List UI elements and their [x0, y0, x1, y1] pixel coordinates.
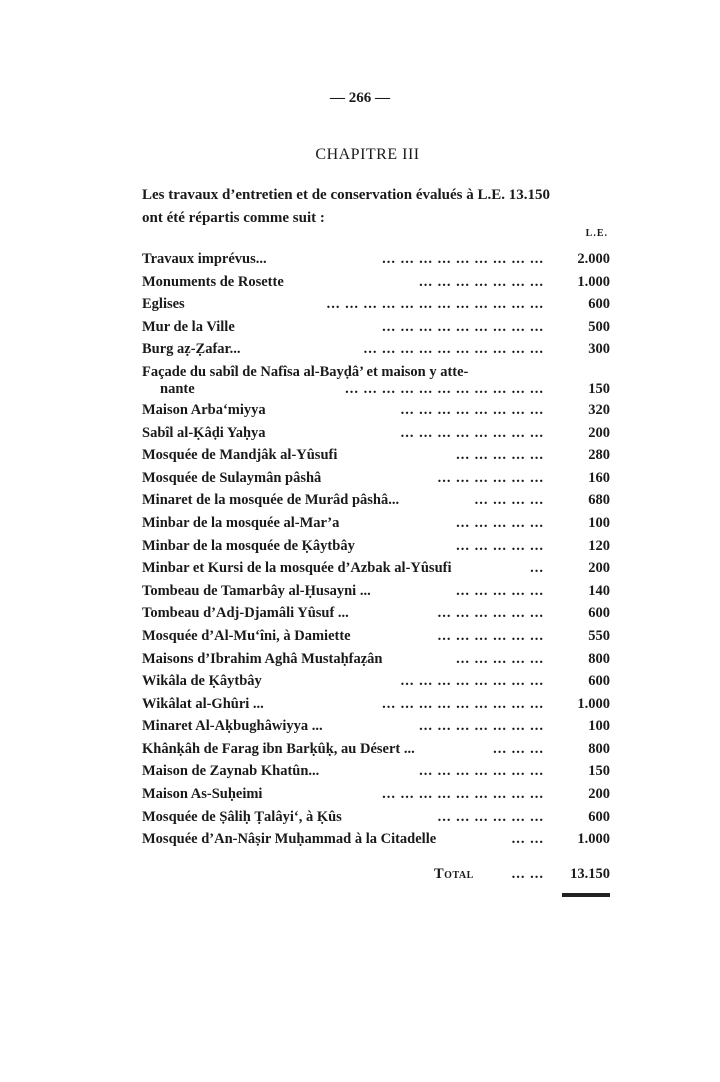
- total-amount: 13.150: [570, 866, 610, 882]
- item-label: Tombeau d’Adj-Djamâli Yûsuf ...: [142, 605, 349, 622]
- table-row: [142, 467, 610, 490]
- item-label: Mosquée d’Al-Mu‘îni, à Damiette: [142, 627, 351, 644]
- table-row: [142, 422, 610, 445]
- item-label-continuation: nante: [160, 380, 195, 397]
- table-row: [142, 512, 610, 535]
- leader-dots: ... ... ... ... ... ... ... ... ...: [382, 786, 544, 803]
- item-label: Mosquée de Sulaymân pâshâ: [142, 469, 322, 486]
- table-row: [142, 248, 610, 271]
- item-amount: 680: [588, 492, 610, 509]
- item-amount: 1.000: [577, 831, 610, 848]
- total-label: Total: [434, 866, 474, 882]
- table-row: [142, 271, 610, 294]
- item-amount: 100: [588, 514, 610, 531]
- leader-dots: ... ... ... ... ... ... ... ... ...: [382, 318, 544, 335]
- intro-line-2: ont été répartis comme suit :: [142, 210, 325, 226]
- item-label: Khânḳâh de Farag ibn Barḳûḳ, au Désert ...: [142, 740, 415, 757]
- item-amount: 160: [588, 469, 610, 486]
- leader-dots: ... ... ... ... ... ...: [437, 469, 544, 486]
- item-label: Wikâla de Ḳâytbây: [142, 673, 262, 690]
- leader-dots: ... ... ... ... ...: [456, 514, 544, 531]
- leader-dots: ... ... ...: [493, 740, 544, 757]
- leader-dots: ... ... ... ... ...: [456, 447, 544, 464]
- item-label: Tombeau de Tamarbây al-Ḥusayni ...: [142, 582, 371, 599]
- item-label: Mosquée de Mandjâk al-Yûsufi: [142, 447, 338, 464]
- item-label: Minaret Al-Aḳbughâwiyya ...: [142, 718, 323, 735]
- table-row: [142, 783, 610, 806]
- leader-dots: ... ... ... ... ... ... ... ...: [400, 424, 544, 441]
- table-row: [142, 399, 610, 422]
- item-label: Mosquée de Ṣâliḥ Ṭalâyi‘, à Ḳûs: [142, 808, 342, 825]
- leader-dots: ... ... ... ... ... ... ... ... ...: [382, 695, 544, 712]
- item-label: Maison de Zaynab Khatûn...: [142, 763, 320, 780]
- leader-dots: ... ... ... ... ... ... ... ...: [400, 401, 544, 418]
- table-row: [142, 670, 610, 693]
- table-row: [142, 293, 610, 316]
- item-amount: 100: [588, 718, 610, 735]
- table-row: [142, 602, 610, 625]
- item-amount: 200: [588, 560, 610, 577]
- item-amount: 200: [588, 786, 610, 803]
- item-amount: 600: [588, 605, 610, 622]
- item-label: Wikâlat al-Ghûri ...: [142, 695, 264, 712]
- table-row: [142, 648, 610, 671]
- expense-table: [142, 248, 610, 851]
- table-row: [142, 715, 610, 738]
- item-amount: 120: [588, 537, 610, 554]
- table-row: [142, 316, 610, 339]
- total-underline: [562, 893, 610, 897]
- item-amount: 300: [588, 341, 610, 358]
- chapter-heading: CHAPITRE III: [315, 146, 420, 163]
- item-label: Burg aẓ-Ẓafar...: [142, 341, 241, 358]
- item-amount: 2.000: [577, 251, 610, 267]
- table-row: [142, 580, 610, 603]
- item-amount: 600: [588, 296, 610, 313]
- item-label: Minbar et Kursi de la mosquée d’Azbak al-Yûsufi: [142, 560, 452, 577]
- table-row: [142, 489, 610, 512]
- item-amount: 200: [588, 424, 610, 441]
- table-row: [142, 338, 610, 361]
- table-row: [142, 760, 610, 783]
- table-row: [142, 361, 610, 399]
- item-label: Façade du sabîl de Nafîsa al-Bayḍâ’ et maison y atte-: [142, 363, 469, 380]
- item-label: Travaux imprévus...: [142, 251, 267, 267]
- item-label: Maison Arba‘miyya: [142, 401, 266, 418]
- leader-dots: ... ... ... ... ... ... ... ... ... ... ...: [345, 380, 544, 397]
- item-amount: 320: [588, 401, 610, 418]
- table-row: [142, 738, 610, 761]
- table-row: [142, 828, 610, 851]
- total-row: [142, 866, 610, 890]
- table-row: [142, 444, 610, 467]
- item-label: Mosquée d’An-Nâṣir Muḥammad à la Citadelle: [142, 831, 437, 848]
- leader-dots: ... ... ... ...: [474, 492, 544, 509]
- item-amount: 800: [588, 650, 610, 667]
- intro-paragraph: [142, 184, 612, 230]
- leader-dots: ... ... ... ... ... ... ... ... ... ... ... ...: [326, 296, 544, 313]
- leader-dots: ...: [530, 560, 544, 577]
- table-row: [142, 625, 610, 648]
- intro-line-1: Les travaux d’entretien et de conservation évalués à L.E. 13.150: [142, 187, 551, 203]
- item-amount: 150: [588, 380, 610, 397]
- table-row: [142, 806, 610, 829]
- table-row: [142, 693, 610, 716]
- item-amount: 150: [588, 763, 610, 780]
- leader-dots: ... ... ... ... ... ... ... ... ... ...: [363, 341, 544, 358]
- item-amount: 600: [588, 808, 610, 825]
- page-number: — 266 —: [330, 90, 390, 106]
- item-amount: 280: [588, 447, 610, 464]
- leader-dots: ... ... ... ... ... ...: [437, 808, 544, 825]
- item-label: Minbar de la mosquée al-Mar’a: [142, 514, 340, 531]
- item-label: Minaret de la mosquée de Murâd pâshâ...: [142, 492, 400, 509]
- total-leader-dots: ... ...: [511, 866, 544, 882]
- item-amount: 550: [588, 627, 610, 644]
- item-label: Sabîl al-Ḳâḍi Yaḥya: [142, 424, 266, 441]
- item-amount: 1.000: [577, 273, 610, 290]
- item-label: Minbar de la mosquée de Ḳâytbây: [142, 537, 355, 554]
- item-label: Monuments de Rosette: [142, 273, 284, 290]
- leader-dots: ... ...: [511, 831, 544, 848]
- item-label: Mur de la Ville: [142, 318, 235, 335]
- item-label: Eglises: [142, 296, 185, 313]
- item-amount: 140: [588, 582, 610, 599]
- item-label: Maisons d’Ibrahim Aghâ Mustaḥfaẓân: [142, 650, 383, 667]
- leader-dots: ... ... ... ... ... ... ...: [419, 718, 544, 735]
- leader-dots: ... ... ... ... ... ...: [437, 605, 544, 622]
- table-row: [142, 557, 610, 580]
- item-amount: 600: [588, 673, 610, 690]
- leader-dots: ... ... ... ... ... ...: [437, 627, 544, 644]
- leader-dots: ... ... ... ... ... ... ... ...: [400, 673, 544, 690]
- leader-dots: ... ... ... ... ...: [456, 537, 544, 554]
- leader-dots: ... ... ... ... ... ... ...: [419, 763, 544, 780]
- leader-dots: ... ... ... ... ... ... ... ... ...: [382, 251, 544, 267]
- leader-dots: ... ... ... ... ...: [456, 650, 544, 667]
- item-amount: 1.000: [577, 695, 610, 712]
- item-amount: 500: [588, 318, 610, 335]
- leader-dots: ... ... ... ... ... ... ...: [419, 273, 544, 290]
- item-label: Maison As-Suḥeimi: [142, 786, 263, 803]
- table-row: [142, 535, 610, 558]
- item-amount: 800: [588, 740, 610, 757]
- currency-column-header: L.E.: [585, 228, 608, 239]
- leader-dots: ... ... ... ... ...: [456, 582, 544, 599]
